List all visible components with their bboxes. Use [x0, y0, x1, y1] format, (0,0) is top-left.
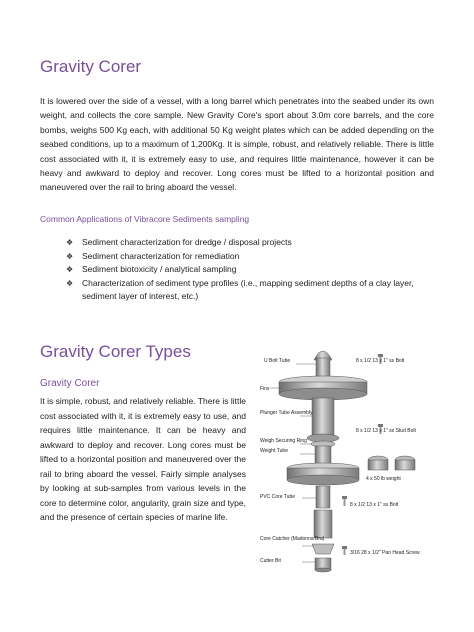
diamond-bullet-icon: ❖ — [66, 251, 74, 261]
diamond-bullet-icon: ❖ — [66, 238, 74, 247]
weight-ring-label: Weigh Securing Ring — [260, 438, 307, 444]
screw-icon — [342, 546, 347, 555]
list-item: ❖ Sediment biotoxicity / analytical sampling — [66, 263, 436, 277]
core-catcher-label: Core Catcher (Madonna Bra) — [260, 536, 325, 542]
fins-label: Fins — [260, 386, 270, 392]
bolt-spec-label: 8 x 1/2 13 x 1" ss Bolt — [350, 502, 399, 508]
core-housing-part — [314, 510, 332, 538]
section-title: Gravity Corer — [40, 57, 142, 76]
pvc-core-tube-label: PVC Core Tube — [260, 494, 296, 500]
diamond-bullet-icon: ❖ — [66, 278, 74, 288]
fins-part — [279, 376, 367, 400]
list-item: ❖ Sediment characterization for remediation — [66, 250, 436, 264]
stud-bolt-label: 8 x 1/2 13 x 1" ss Stud Bolt — [356, 428, 416, 434]
weight-disk-part — [287, 463, 359, 485]
gravity-corer-diagram — [256, 340, 446, 610]
list-item: ❖ Characterization of sediment type profiles (i.e., mapping sediment depths of a clay layer, sediment layer of interest, etc.) — [66, 277, 414, 302]
weight-tube-label: Weight Tube — [260, 448, 288, 454]
pvc-core-tube-part — [316, 486, 330, 508]
weight-label: 4 x 50 lb weight — [366, 476, 401, 482]
weights-part — [368, 456, 415, 470]
applications-heading: Common Applications of Vibracore Sediments sampling — [40, 214, 250, 224]
plunger-tube-label: Plunger Tube Assembly — [260, 410, 313, 416]
u-bolt-tube-label: U Bolt Tube — [264, 358, 291, 364]
applications-list — [66, 236, 436, 304]
gravity-corer-paragraph: It is simple, robust, and relatively reliable. There is little cost associated with it, it is extremely easy to use, and requires little maintenance. It can be heavy and awkward to deploy and recover. Long cores must be lifted to a horizontal position and maneuvered over the rail to bring aboard the vessel. Fairly simple analyses by looking at sub-samples from various levels in the core to determine color, angularity, grain size and type, and the presence of certain species of marine life. — [40, 396, 246, 522]
cutter-bit-part — [315, 558, 331, 572]
gravity-corer-subheading: Gravity Corer — [40, 378, 100, 389]
plunger-tube-part — [307, 398, 339, 442]
weight-tube-part — [315, 446, 331, 464]
types-section-title: Gravity Corer Types — [40, 342, 191, 361]
list-item: ❖ Sediment characterization for dredge / disposal projects — [66, 236, 436, 250]
screw-spec-label: 3/16 28 x 1/2" Pan Head Screw — [350, 550, 420, 556]
bolt-spec-label: 8 x 1/2 13 x 1" ss Bolt — [356, 358, 405, 364]
corer-exploded-view — [256, 340, 446, 610]
intro-paragraph: It is lowered over the side of a vessel, with a long barrel which penetrates into the seabed under its own weight, and collects the core sample. New Gravity Core's sport about 3.0m core barrels, and the core bombs, weighs 500 Kg each, with additional 50 Kg weight plates which can be added depending on the seabed conditions, up to a maximum of 1,200Kg. It is simple, robust, and relatively reliable. There is little cost associated with it, it is extremely easy to use, and requires little maintenance, however it can be heavy and awkward to deploy and recover. Long cores must be lifted to a horizontal position and maneuvered over the rail to bring aboard the vessel. — [40, 96, 434, 193]
diamond-bullet-icon: ❖ — [66, 265, 74, 275]
cutter-bit-label: Cutter Bit — [260, 558, 281, 564]
bolt-icon — [342, 496, 347, 506]
u-bolt-tube-part — [314, 351, 332, 380]
core-catcher-part — [312, 544, 334, 554]
